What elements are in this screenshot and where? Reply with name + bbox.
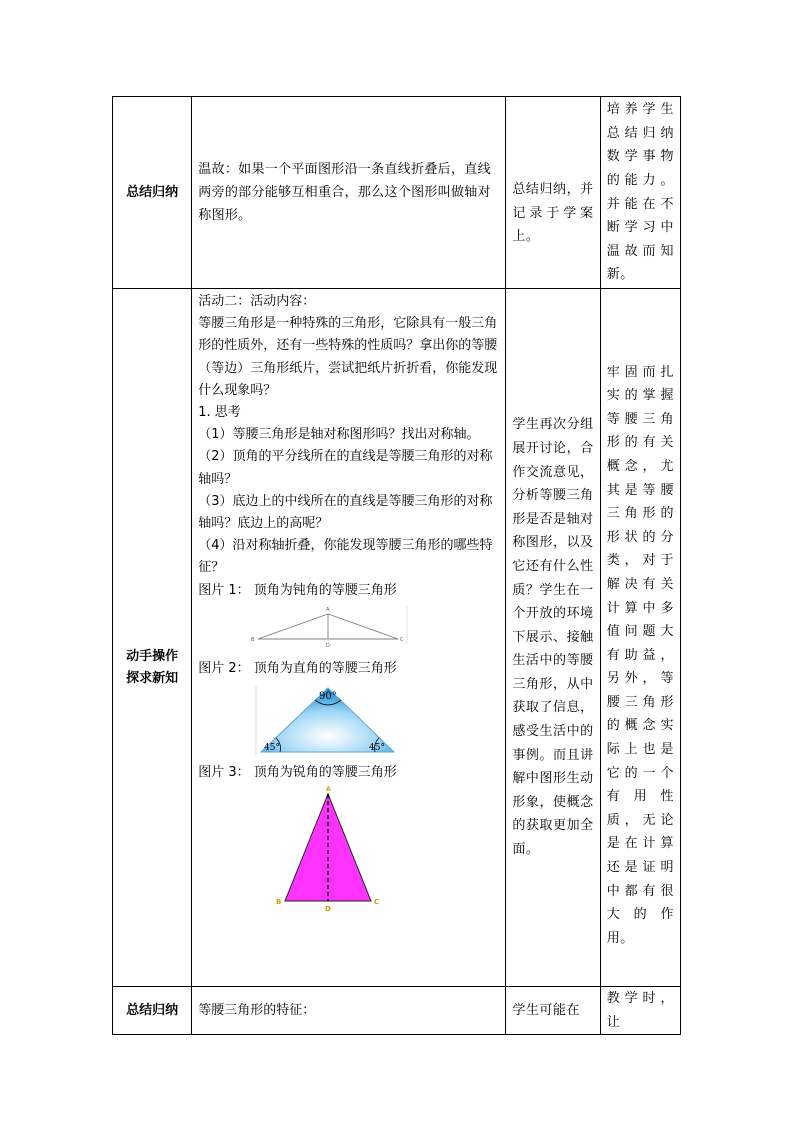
row-label-text: 总结归纳 [126, 184, 179, 200]
row-label-summary [113, 97, 192, 289]
purpose-cell-summary [600, 987, 680, 1035]
review-text: 温故：如果一个平面图形沿一条直线折叠后，直线两旁的部分能够互相重合，那么这个图形叫做轴对称图形。 [198, 162, 491, 223]
student-cell-activity [506, 289, 600, 987]
table-row-summary [113, 987, 681, 1035]
figure-1-label-d: D [326, 642, 331, 649]
row-label-line1: 动手操作 [126, 648, 179, 664]
table-row-review [113, 97, 681, 289]
figure-1-obtuse-triangle [198, 602, 498, 652]
figure-2-left-angle: 45° [264, 743, 281, 754]
figure-2-caption: 图片 2： 顶角为直角的等腰三角形 [198, 660, 397, 676]
student-cell-summary [506, 987, 600, 1035]
figure-3-caption: 图片 3： 顶角为锐角的等腰三角形 [198, 765, 397, 781]
figure-1-caption: 图片 1： 顶角为钝角的等腰三角形 [198, 582, 397, 598]
question-3: （3）底边上的中线所在的直线是等腰三角形的对称轴吗？底边上的高呢？ [198, 493, 493, 532]
student-activity-text: 总结归纳，并记录于学案上。 [512, 182, 594, 245]
student-activity-text: 学生可能在 [512, 1002, 580, 1018]
student-cell-review [506, 97, 600, 289]
question-2: （2）顶角的平分线所在的直线是等腰三角形的对称轴吗？ [198, 449, 493, 487]
lesson-plan-table [112, 96, 681, 1035]
figure-3-label-a: A [326, 786, 331, 794]
activity-intro: 等腰三角形是一种特殊的三角形，它除具有一般三角形的性质外，还有一些特殊的性质吗？拿出你的等腰（等边）三角形纸片，尝试把纸片折折看，你能发现什么现象吗？ [198, 316, 498, 398]
figure-1-label-c: C [400, 636, 404, 643]
features-title: 等腰三角形的特征： [198, 1003, 316, 1019]
think-title: 1. 思考 [198, 405, 241, 421]
row-label-line2: 探求新知 [126, 670, 179, 686]
content-cell-summary [192, 987, 506, 1035]
content-cell-activity [192, 289, 506, 987]
figure-1-label-a: A [326, 606, 330, 613]
activity-title: 活动二：活动内容： [198, 294, 316, 309]
row-label-summary-2 [113, 987, 192, 1035]
purpose-cell-review [600, 97, 680, 289]
table-row-hands-on [113, 289, 681, 987]
purpose-cell-activity [600, 289, 680, 987]
content-cell-review [192, 97, 506, 289]
student-activity-text: 学生再次分组展开讨论，合作交流意见，分析等腰三角形是否是轴对称图形，以及它还有什么性质？学生在一个开放的环境下展示、接触生活中的等腰三角形，从中获取了信息，感受生活中的事例。而且讲解中图形生动形象，使概念的获取更加全面。 [512, 417, 594, 858]
figure-2-right-angle: 45° [369, 743, 386, 754]
question-4: （4）沿对称轴折叠，你能发现等腰三角形的哪些特征？ [198, 538, 493, 576]
design-purpose-text: 培养学生总结归纳数学事物的能力。并能在不断学习中温故而知新。 [606, 102, 674, 283]
figure-3-label-c: C [374, 898, 380, 907]
question-1: （1）等腰三角形是轴对称图形吗？找出对称轴。 [198, 427, 480, 443]
figure-3-label-d: D [325, 905, 332, 914]
figure-3-label-b: B [276, 898, 282, 907]
design-purpose-text: 教学时，让 [606, 991, 674, 1030]
figure-1-label-b: B [251, 636, 255, 643]
row-label-text: 总结归纳 [126, 1002, 179, 1018]
figure-3-acute-triangle [198, 784, 498, 914]
figure-2-apex-angle: 90° [319, 691, 337, 703]
figure-2-right-triangle [198, 680, 498, 760]
row-label-hands-on [113, 289, 192, 987]
design-purpose-text: 牢固而扎实的掌握等腰三角形的有关概念，尤其是等腰三角形的形状的分类，对于解决有关计算中多值问题大有助益，另外，等腰三角形的概念实际上也是它的一个有用性质，无论是在计算还是证明中都有很大的作用。 [606, 364, 674, 946]
